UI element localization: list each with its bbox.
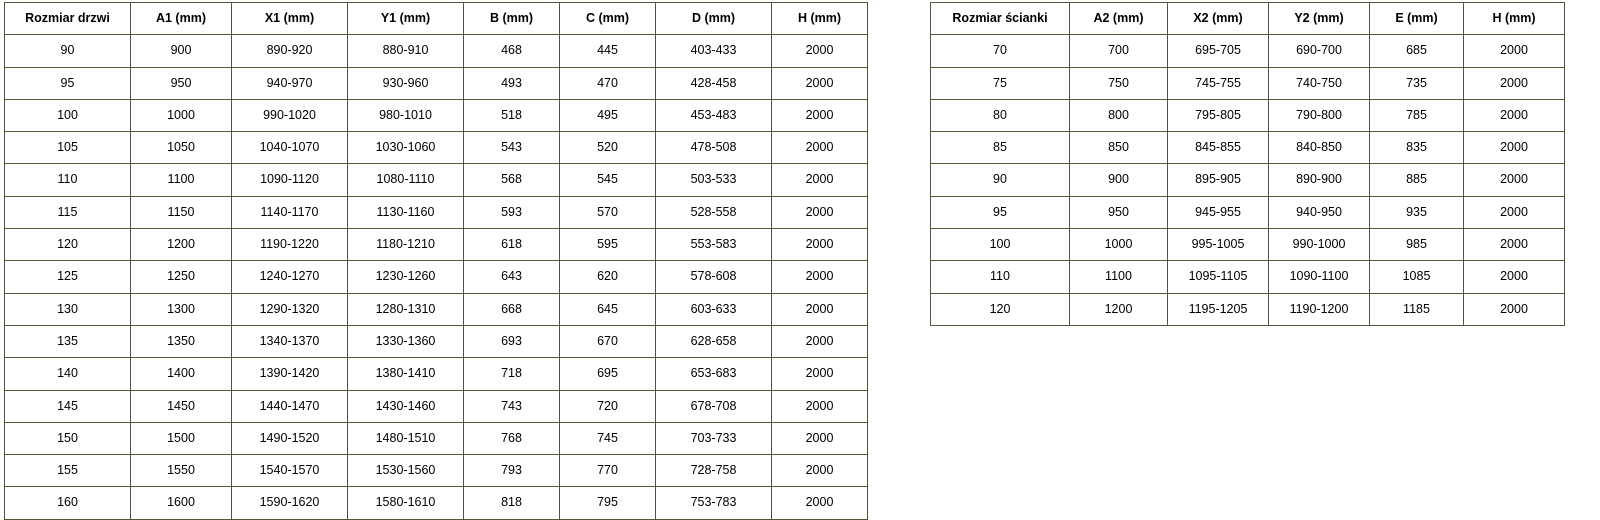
cell-y1: 1480-1510 [348, 422, 464, 454]
cell-door-size: 90 [5, 35, 131, 67]
cell-wall-size: 90 [931, 164, 1070, 196]
cell-door-size: 125 [5, 261, 131, 293]
cell-wall-size: 100 [931, 229, 1070, 261]
cell-y2: 1090-1100 [1269, 261, 1370, 293]
cell-a2: 1100 [1070, 261, 1168, 293]
cell-x1: 1340-1370 [232, 325, 348, 357]
cell-b: 643 [464, 261, 560, 293]
cell-b: 668 [464, 293, 560, 325]
cell-y2: 990-1000 [1269, 229, 1370, 261]
cell-door-size: 110 [5, 164, 131, 196]
cell-h: 2000 [772, 455, 868, 487]
cell-b: 593 [464, 196, 560, 228]
cell-c: 545 [560, 164, 656, 196]
doors-size-table-container [4, 2, 868, 520]
cell-a1: 1300 [131, 293, 232, 325]
cell-x1: 1390-1420 [232, 358, 348, 390]
table-row [931, 35, 1565, 67]
cell-door-size: 140 [5, 358, 131, 390]
cell-c: 520 [560, 132, 656, 164]
walls-size-table [930, 2, 1565, 326]
cell-b: 743 [464, 390, 560, 422]
cell-d: 453-483 [656, 99, 772, 131]
cell-x1: 1290-1320 [232, 293, 348, 325]
cell-a2: 900 [1070, 164, 1168, 196]
cell-h: 2000 [1464, 132, 1565, 164]
cell-c: 695 [560, 358, 656, 390]
column-header-door-size: Rozmiar drzwi [5, 3, 131, 35]
cell-h: 2000 [772, 229, 868, 261]
cell-e: 785 [1370, 99, 1464, 131]
cell-c: 570 [560, 196, 656, 228]
cell-door-size: 95 [5, 67, 131, 99]
column-header-y1: Y1 (mm) [348, 3, 464, 35]
cell-d: 478-508 [656, 132, 772, 164]
cell-a1: 1050 [131, 132, 232, 164]
column-header-h: H (mm) [772, 3, 868, 35]
cell-door-size: 115 [5, 196, 131, 228]
cell-e: 1085 [1370, 261, 1464, 293]
cell-a1: 1000 [131, 99, 232, 131]
cell-y2: 1190-1200 [1269, 293, 1370, 325]
column-header-h: H (mm) [1464, 3, 1565, 35]
cell-x1: 1090-1120 [232, 164, 348, 196]
cell-x1: 940-970 [232, 67, 348, 99]
cell-a1: 900 [131, 35, 232, 67]
table-row [5, 164, 868, 196]
cell-a2: 950 [1070, 196, 1168, 228]
cell-d: 578-608 [656, 261, 772, 293]
table-row [931, 164, 1565, 196]
cell-h: 2000 [1464, 229, 1565, 261]
cell-h: 2000 [772, 358, 868, 390]
cell-b: 543 [464, 132, 560, 164]
cell-h: 2000 [772, 293, 868, 325]
cell-a1: 1400 [131, 358, 232, 390]
cell-h: 2000 [1464, 67, 1565, 99]
cell-wall-size: 120 [931, 293, 1070, 325]
cell-e: 685 [1370, 35, 1464, 67]
cell-a2: 850 [1070, 132, 1168, 164]
cell-y1: 1430-1460 [348, 390, 464, 422]
cell-y1: 1130-1160 [348, 196, 464, 228]
cell-wall-size: 75 [931, 67, 1070, 99]
cell-e: 885 [1370, 164, 1464, 196]
cell-x2: 1195-1205 [1168, 293, 1269, 325]
cell-c: 720 [560, 390, 656, 422]
cell-y2: 790-800 [1269, 99, 1370, 131]
cell-x1: 1490-1520 [232, 422, 348, 454]
cell-c: 470 [560, 67, 656, 99]
cell-door-size: 155 [5, 455, 131, 487]
cell-a1: 1200 [131, 229, 232, 261]
column-header-e: E (mm) [1370, 3, 1464, 35]
walls-table-header [931, 3, 1565, 35]
table-row [5, 455, 868, 487]
cell-y1: 930-960 [348, 67, 464, 99]
table-header-row [931, 3, 1565, 35]
cell-a1: 1450 [131, 390, 232, 422]
cell-wall-size: 70 [931, 35, 1070, 67]
cell-wall-size: 110 [931, 261, 1070, 293]
cell-c: 745 [560, 422, 656, 454]
cell-x2: 795-805 [1168, 99, 1269, 131]
cell-c: 445 [560, 35, 656, 67]
column-header-a1: A1 (mm) [131, 3, 232, 35]
cell-x2: 1095-1105 [1168, 261, 1269, 293]
cell-door-size: 160 [5, 487, 131, 519]
column-header-c: C (mm) [560, 3, 656, 35]
cell-door-size: 100 [5, 99, 131, 131]
cell-y2: 890-900 [1269, 164, 1370, 196]
column-header-y2: Y2 (mm) [1269, 3, 1370, 35]
cell-e: 985 [1370, 229, 1464, 261]
cell-c: 595 [560, 229, 656, 261]
column-header-x2: X2 (mm) [1168, 3, 1269, 35]
cell-e: 1185 [1370, 293, 1464, 325]
cell-a1: 1550 [131, 455, 232, 487]
cell-x1: 1540-1570 [232, 455, 348, 487]
cell-x1: 1140-1170 [232, 196, 348, 228]
table-row [5, 67, 868, 99]
cell-door-size: 120 [5, 229, 131, 261]
cell-d: 653-683 [656, 358, 772, 390]
cell-x2: 945-955 [1168, 196, 1269, 228]
cell-d: 528-558 [656, 196, 772, 228]
cell-x2: 895-905 [1168, 164, 1269, 196]
column-header-wall-size: Rozmiar ścianki [931, 3, 1070, 35]
table-row [5, 422, 868, 454]
cell-a2: 700 [1070, 35, 1168, 67]
cell-a1: 950 [131, 67, 232, 99]
cell-b: 693 [464, 325, 560, 357]
cell-a2: 1000 [1070, 229, 1168, 261]
table-row [931, 99, 1565, 131]
cell-d: 753-783 [656, 487, 772, 519]
cell-e: 735 [1370, 67, 1464, 99]
cell-d: 503-533 [656, 164, 772, 196]
cell-b: 493 [464, 67, 560, 99]
cell-x2: 745-755 [1168, 67, 1269, 99]
cell-h: 2000 [772, 196, 868, 228]
cell-x1: 1190-1220 [232, 229, 348, 261]
table-row [931, 196, 1565, 228]
cell-h: 2000 [772, 422, 868, 454]
cell-x2: 695-705 [1168, 35, 1269, 67]
cell-c: 645 [560, 293, 656, 325]
cell-y2: 940-950 [1269, 196, 1370, 228]
cell-c: 620 [560, 261, 656, 293]
cell-y1: 880-910 [348, 35, 464, 67]
cell-d: 553-583 [656, 229, 772, 261]
cell-h: 2000 [1464, 196, 1565, 228]
cell-wall-size: 95 [931, 196, 1070, 228]
cell-d: 703-733 [656, 422, 772, 454]
cell-d: 728-758 [656, 455, 772, 487]
cell-y1: 1030-1060 [348, 132, 464, 164]
column-header-a2: A2 (mm) [1070, 3, 1168, 35]
table-row [5, 229, 868, 261]
cell-h: 2000 [772, 35, 868, 67]
cell-c: 770 [560, 455, 656, 487]
cell-wall-size: 80 [931, 99, 1070, 131]
cell-x1: 1590-1620 [232, 487, 348, 519]
table-row [5, 390, 868, 422]
cell-b: 718 [464, 358, 560, 390]
doors-table-header [5, 3, 868, 35]
cell-x1: 1040-1070 [232, 132, 348, 164]
cell-y2: 840-850 [1269, 132, 1370, 164]
cell-a2: 750 [1070, 67, 1168, 99]
cell-e: 835 [1370, 132, 1464, 164]
cell-a1: 1600 [131, 487, 232, 519]
table-row [5, 35, 868, 67]
table-row [5, 132, 868, 164]
cell-h: 2000 [772, 325, 868, 357]
cell-h: 2000 [772, 67, 868, 99]
table-row [5, 99, 868, 131]
cell-door-size: 145 [5, 390, 131, 422]
cell-d: 628-658 [656, 325, 772, 357]
cell-y1: 1380-1410 [348, 358, 464, 390]
cell-x2: 995-1005 [1168, 229, 1269, 261]
cell-y1: 980-1010 [348, 99, 464, 131]
cell-y2: 690-700 [1269, 35, 1370, 67]
column-header-b: B (mm) [464, 3, 560, 35]
column-header-x1: X1 (mm) [232, 3, 348, 35]
cell-d: 403-433 [656, 35, 772, 67]
cell-x1: 990-1020 [232, 99, 348, 131]
cell-e: 935 [1370, 196, 1464, 228]
cell-y1: 1530-1560 [348, 455, 464, 487]
cell-h: 2000 [1464, 293, 1565, 325]
table-row [931, 132, 1565, 164]
cell-h: 2000 [772, 132, 868, 164]
cell-c: 495 [560, 99, 656, 131]
cell-door-size: 130 [5, 293, 131, 325]
cell-b: 568 [464, 164, 560, 196]
cell-c: 670 [560, 325, 656, 357]
cell-y1: 1080-1110 [348, 164, 464, 196]
cell-h: 2000 [772, 99, 868, 131]
table-row [5, 261, 868, 293]
table-row [5, 196, 868, 228]
cell-y1: 1580-1610 [348, 487, 464, 519]
cell-x1: 890-920 [232, 35, 348, 67]
cell-b: 518 [464, 99, 560, 131]
cell-y1: 1330-1360 [348, 325, 464, 357]
table-row [5, 487, 868, 519]
cell-a2: 800 [1070, 99, 1168, 131]
cell-y1: 1180-1210 [348, 229, 464, 261]
table-row [5, 325, 868, 357]
table-row [5, 293, 868, 325]
cell-door-size: 105 [5, 132, 131, 164]
cell-x1: 1240-1270 [232, 261, 348, 293]
cell-d: 603-633 [656, 293, 772, 325]
table-row [5, 358, 868, 390]
cell-x1: 1440-1470 [232, 390, 348, 422]
cell-h: 2000 [1464, 99, 1565, 131]
column-header-d: D (mm) [656, 3, 772, 35]
doors-table-body [5, 35, 868, 519]
cell-b: 468 [464, 35, 560, 67]
cell-wall-size: 85 [931, 132, 1070, 164]
cell-a1: 1150 [131, 196, 232, 228]
cell-h: 2000 [772, 261, 868, 293]
cell-y1: 1280-1310 [348, 293, 464, 325]
cell-a1: 1250 [131, 261, 232, 293]
cell-b: 618 [464, 229, 560, 261]
cell-h: 2000 [772, 390, 868, 422]
cell-b: 768 [464, 422, 560, 454]
cell-a1: 1500 [131, 422, 232, 454]
table-row [931, 229, 1565, 261]
cell-a2: 1200 [1070, 293, 1168, 325]
table-row [931, 261, 1565, 293]
cell-a1: 1350 [131, 325, 232, 357]
cell-d: 428-458 [656, 67, 772, 99]
cell-h: 2000 [772, 487, 868, 519]
walls-size-table-container [930, 2, 1565, 326]
cell-h: 2000 [1464, 261, 1565, 293]
cell-b: 818 [464, 487, 560, 519]
cell-c: 795 [560, 487, 656, 519]
cell-y1: 1230-1260 [348, 261, 464, 293]
doors-size-table [4, 2, 868, 520]
cell-y2: 740-750 [1269, 67, 1370, 99]
cell-h: 2000 [1464, 35, 1565, 67]
cell-a1: 1100 [131, 164, 232, 196]
cell-h: 2000 [1464, 164, 1565, 196]
walls-table-body [931, 35, 1565, 326]
cell-h: 2000 [772, 164, 868, 196]
cell-b: 793 [464, 455, 560, 487]
table-row [931, 67, 1565, 99]
cell-door-size: 150 [5, 422, 131, 454]
table-row [931, 293, 1565, 325]
cell-x2: 845-855 [1168, 132, 1269, 164]
cell-d: 678-708 [656, 390, 772, 422]
cell-door-size: 135 [5, 325, 131, 357]
table-header-row [5, 3, 868, 35]
